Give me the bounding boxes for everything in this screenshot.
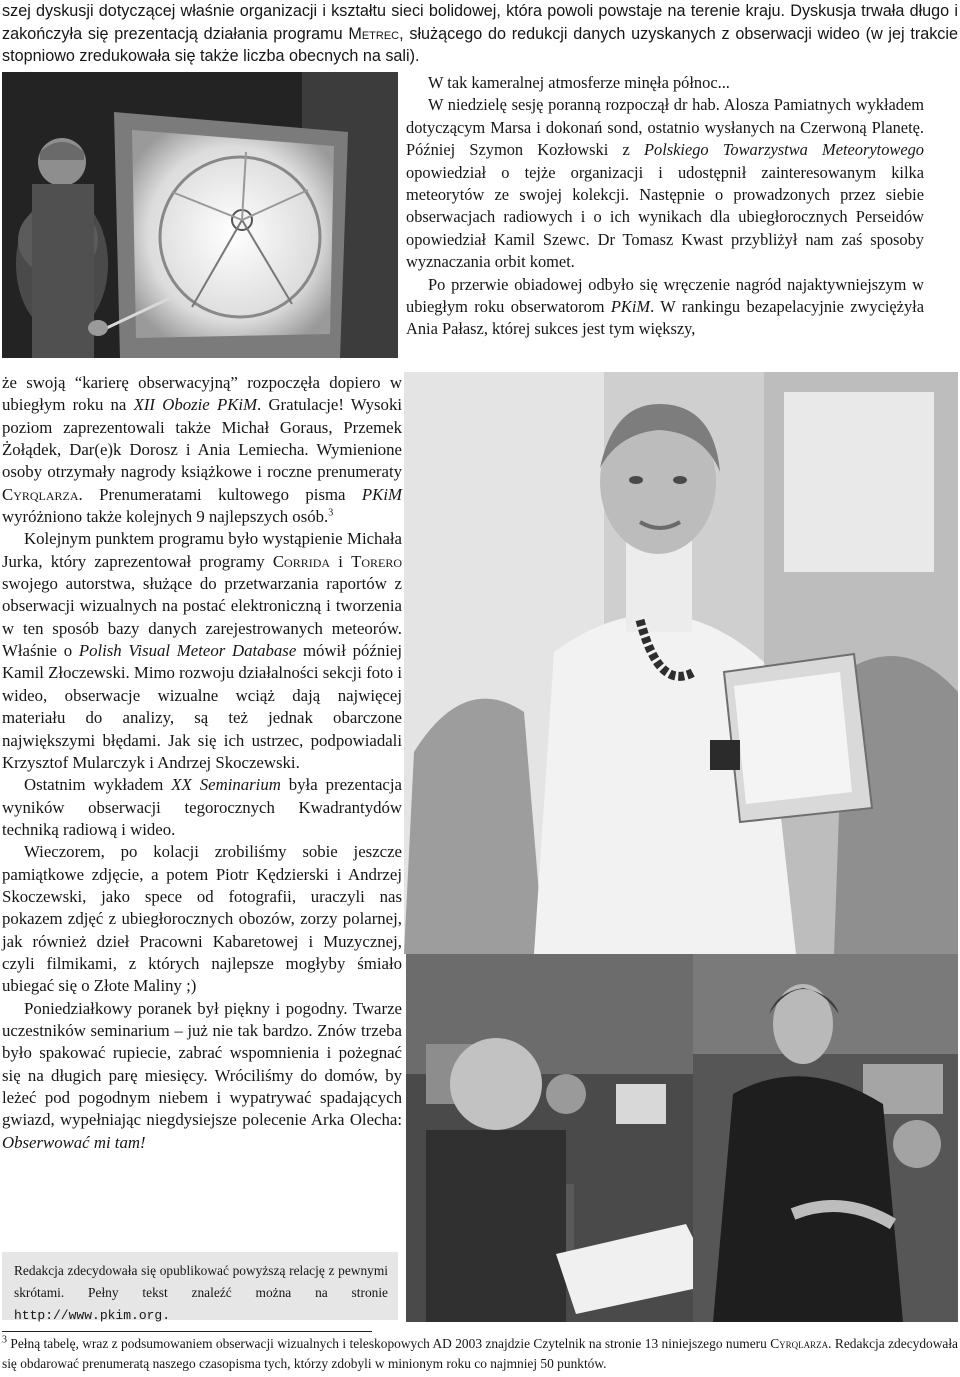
text-span: opowiedział o tejże organizacji i udostępnił zainteresowanym kilka meteorytów ze swojej kolekcji. Następnie o prowadzonych przez siebie obserwacjach radiowych i o ich wynikach dla ubiegłorocznych Perseidów opowiedział Kamil Szewc. Dr Tomasz Kwast przybliżył nam zaś sposoby wyznaczania orbit komet.	[406, 162, 924, 272]
editor-note-box	[2, 1252, 398, 1323]
text-span: była prezentacja wyników obserwacji tegorocznych Kwadrantydów techniką radiową i wideo.	[2, 775, 402, 839]
text-span: Poniedziałkowy poranek był piękny i pogodny. Twarze uczestników seminarium – już nie tak bardzo. Znów trzeba było spakować rupiecie, zabrać wspomnienia i pożegnać się na długich parę miesięcy. Wróciliśmy do domów, by leżeć pod pogodnym niebem i wypatrywać spadających gwiazd, wypełniając niegdysiejsze polecenie Arka Olecha:	[2, 998, 402, 1130]
footnote	[2, 1334, 958, 1374]
text-span: Redakcja zdecydowała się opublikować powyższą relację z pewnymi skrótami. Pełny tekst znaleźć można na stronie	[14, 1263, 388, 1300]
text-span: , służącego do redukcji danych uzyskanych z obserwacji wideo (w jej trakcie stopniowo zredukowała się także liczba obecnych na sali).	[2, 24, 959, 66]
text-span: Kolejnym punktem programu było wystąpienie Michała Jurka, który zaprezentował programy	[2, 529, 402, 571]
event-name: XX Seminarium	[171, 775, 281, 795]
organization-name: PKiM	[361, 484, 402, 504]
program-name-corrida: Corrida	[272, 551, 331, 571]
footnote-divider	[2, 1331, 372, 1332]
text-span: swojego autorstwa, służące do przetwarzania raportów z obserwacji wizualnych na postać elektroniczną i tworzenia w ten sposób bazy danych zarejestrowanych meteorów. Właśnie o	[2, 574, 402, 661]
quote: Obserwować mi tam!	[2, 1132, 146, 1152]
paragraph	[406, 274, 924, 341]
text-span: wyróżniono także kolejnych 9 najlepszych osób.	[2, 507, 329, 527]
organization-name: PKiM	[610, 297, 651, 317]
photo-award-winner-image	[404, 372, 958, 954]
website-link[interactable]: http://www.pkim.org	[14, 1308, 163, 1323]
event-name: XII Obozie PKiM	[133, 395, 258, 415]
text-span: . Redakcja zdecydowała się obdarować prenumeratą naszego czasopisma tych, którzy zdobyli w minionym roku co najmniej 50 punktów.	[2, 1336, 958, 1371]
photo-award-handover	[693, 954, 958, 1322]
paragraph	[2, 774, 402, 841]
footnote-mark: 3	[328, 507, 334, 519]
text-span: . Gratulacje! Wysoki poziom zaprezentowali także Michał Goraus, Przemek Żołądek, Dar(e)k Dorosz i Ania Lemiecha. Wymienione osoby otrzymały nagrody książkowe i roczne prenumeraty	[2, 395, 402, 482]
photo-award-handover-image	[693, 954, 958, 1322]
database-name: Polish Visual Meteor Database	[78, 641, 297, 661]
paragraph	[2, 528, 402, 774]
footnote-mark: 3	[2, 1334, 7, 1346]
right-column-text	[406, 72, 924, 341]
paragraph: Wieczorem, po kolacji zrobiliśmy sobie jeszcze pamiątkowe zdjęcie, a potem Piotr Kędzierski i Andrzej Skoczewski, jako spece od fotografii, uraczyli nas pokazem zdjęć z ubiegłorocznych obozów, zorzy polarnej, jak również dzieł Pracowni Kabaretowej i Muzycznej, czyli filmikami, z których najlepsze mogłyby śmiało ubiegać się o Złote Maliny ;)	[2, 842, 402, 996]
photo-lecturer-projector	[2, 72, 398, 358]
organization-name: Polskiego Towarzystwa Meteorytowego	[643, 140, 924, 160]
text-span: mówił później Kamil Złoczewski. Mimo rozwoju działalności sekcji foto i wideo, obserwacje wizualne wciąż dają najwięcej materiału do analizy, są też jednak obarczone największymi błędami. Jak się ich ustrzec, podpowiadali Krzysztof Mularczyk i Andrzej Skoczewski.	[2, 641, 402, 772]
text-span: szej dyskusji dotyczącej właśnie organizacji i kształtu sieci bolidowej, która powoli powstaje na terenie kraju. Dyskusja trwała długo i zakończyła się prezentacją działania programu	[2, 2, 958, 43]
paragraph: W tak kameralnej atmosferze minęła północ...	[428, 73, 730, 92]
magazine-name: Cyrqlarza	[2, 484, 79, 504]
paragraph	[406, 94, 924, 273]
magazine-name: Cyrqlarza	[770, 1336, 829, 1351]
program-name-metrec: Metrec	[348, 24, 400, 43]
text-span: . Prenumeratami kultowego pisma	[78, 484, 362, 504]
photo-lecturer-projector-image	[2, 72, 398, 358]
text-span: Ostatnim wykładem	[24, 775, 172, 795]
left-column-text	[2, 372, 402, 1154]
top-paragraph	[2, 0, 958, 68]
text-span: .	[162, 1308, 171, 1323]
paragraph	[2, 372, 402, 528]
text-span: że swoją “karierę obserwacyjną” rozpoczęła dopiero w ubiegłym roku na	[2, 373, 402, 415]
program-name-torero: Torero	[351, 551, 402, 571]
photo-award-winner	[404, 372, 958, 954]
paragraph	[2, 998, 402, 1154]
text-span: i	[330, 551, 352, 571]
text-span: Po przerwie obiadowej odbyło się wręczenie nagród najaktywniejszym w ubiegłym roku obserwatorom	[406, 274, 924, 317]
text-span: . W rankingu bezapelacyjnie zwyciężyła Ania Pałasz, której sukces jest tym większy,	[406, 297, 924, 339]
text-span: W niedzielę sesję poranną rozpoczął dr hab. Alosza Pamiatnych wykładem dotyczącym Marsa i dokonań sond, ostatnio wysłanych na Czerwoną Planetę. Później Szymon Kozłowski z	[406, 95, 924, 160]
text-span: Pełną tabelę, wraz z podsumowaniem obserwacji wizualnych i teleskopowych AD 2003 znajdzie Czytelnik na stronie 13 niniejszego numeru	[7, 1336, 771, 1351]
